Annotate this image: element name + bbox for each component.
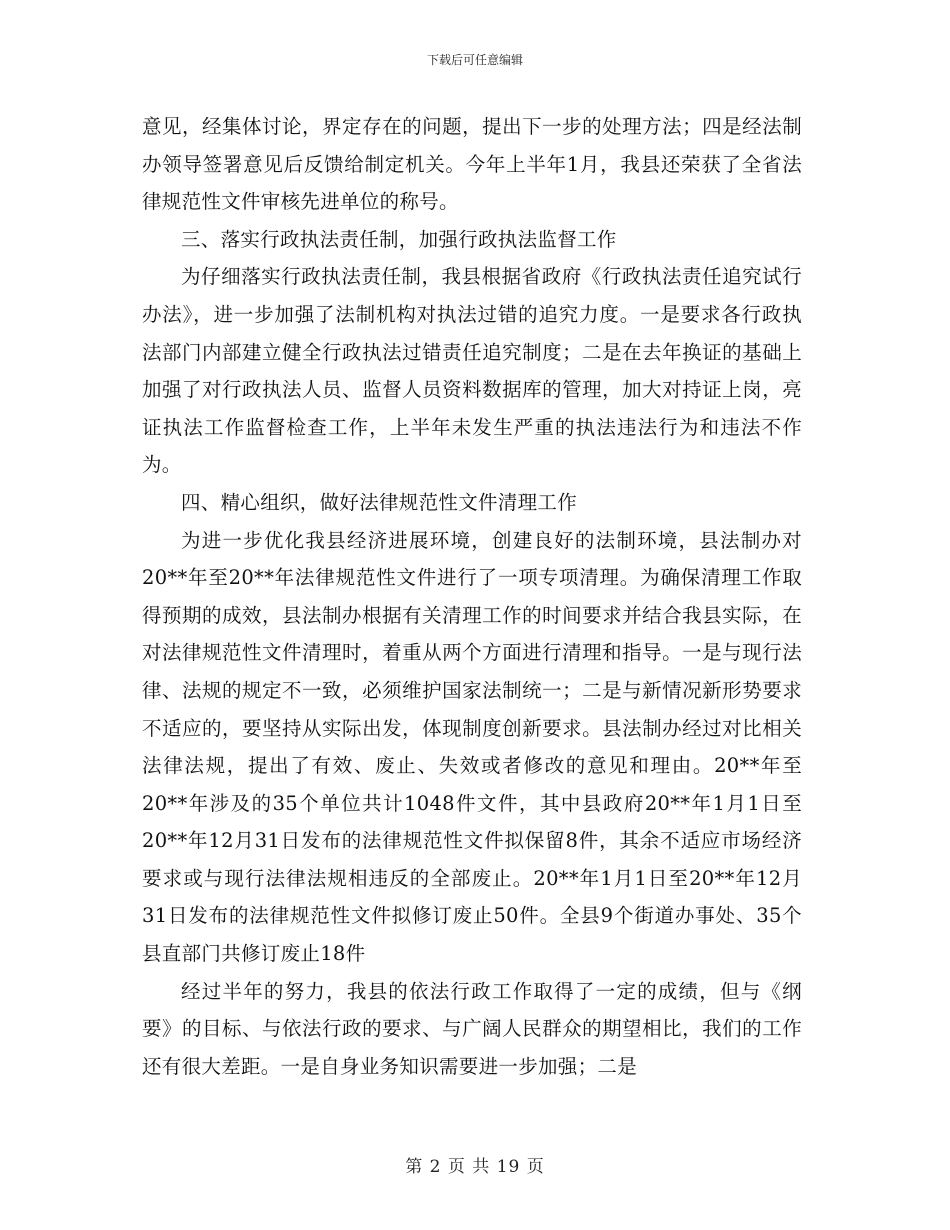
page-number: 第 2 页 共 19 页 xyxy=(405,1157,545,1177)
paragraph: 为进一步优化我县经济进展环境，创建良好的法制环境，县法制办对20**年至20**年法律规范性文件进行了一项专项清理。为确保清理工作取得预期的成效，县法制办根据有关清理工作的时间要求并结合我县实际，在对法律规范性文件清理时，着重从两个方面进行清理和指导。一是与现行法律、法规的规定不一致，必须维护国家法制统一；二是与新情况新形势要求不适应的，要坚持从实际出发，体现制度创新要求。县法制办经过对比相关法律法规，提出了有效、废止、失效或者修改的意见和理由。20**年至20**年涉及的35个单位共计1048件文件，其中县政府20**年1月1日至20**年12月31日发布的法律规范性文件拟保留8件，其余不适应市场经济要求或与现行法律法规相违反的全部废止。20**年1月1日至20**年12月31日发布的法律规范性文件拟修订废止50件。全县9个街道办事处、35个县直部门共修订废止18件 xyxy=(142,528,802,966)
paragraph: 经过半年的努力，我县的依法行政工作取得了一定的成绩，但与《纲要》的目标、与依法行政的要求、与广阔人民群众的期望相比，我们的工作还有很大差距。一是自身业务知识需要进一步加强；二是 xyxy=(142,979,802,1078)
section-heading-4: 四、精心组织，做好法律规范性文件清理工作 xyxy=(181,490,578,514)
section-heading-3: 三、落实行政执法责任制，加强行政执法监督工作 xyxy=(181,227,617,251)
document-body xyxy=(142,108,802,1085)
page-header-note: 下载后可任意编辑 xyxy=(426,53,523,67)
paragraph: 为仔细落实行政执法责任制，我县根据省政府《行政执法责任追究试行办法》，进一步加强了法制机构对执法过错的追究力度。一是要求各行政执法部门内部建立健全行政执法过错责任追究制度；二是在去年换证的基础上加强了对行政执法人员、监督人员资料数据库的管理，加大对持证上岗，亮证执法工作监督检查工作，上半年未发生严重的执法违法行为和违法不作为。 xyxy=(142,265,802,477)
paragraph-continued: 意见，经集体讨论，界定存在的问题，提出下一步的处理方法；四是经法制办领导签署意见后反馈给制定机关。今年上半年1月，我县还荣获了全省法律规范性文件审核先进单位的称号。 xyxy=(142,115,802,214)
